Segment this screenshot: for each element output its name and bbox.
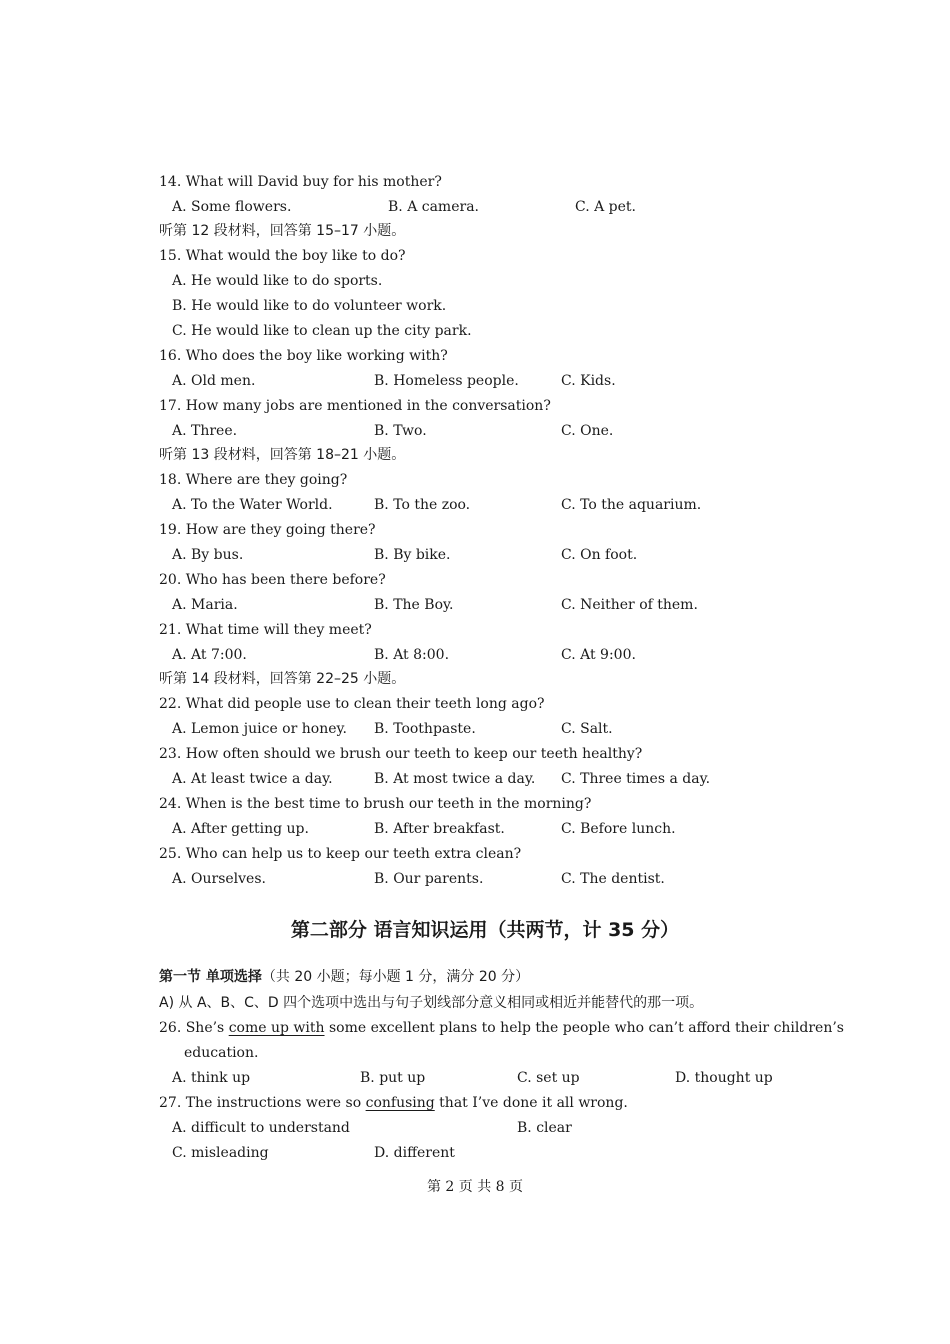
option-a: A. To the Water World. <box>172 497 333 513</box>
option-b: B. A camera. <box>388 199 479 215</box>
option-b: B. Our parents. <box>374 871 484 887</box>
part-two-title: 第二部分 语言知识运用（共两节，计 35 分） <box>290 919 680 941</box>
option-a: A. Lemon juice or honey. <box>172 721 347 737</box>
underlined-phrase: confusing <box>365 1095 435 1111</box>
option-d: D. thought up <box>675 1070 773 1086</box>
option-c: C. At 9:00. <box>561 647 636 663</box>
option-a: A. think up <box>172 1070 251 1086</box>
option-b: B. By bike. <box>374 547 451 563</box>
option-b: B. Two. <box>374 423 427 439</box>
option-c: C. Kids. <box>561 373 616 389</box>
section-instruction: 听第 13 段材料，回答第 18–21 小题。 <box>159 447 406 463</box>
option-b: B. He would like to do volunteer work. <box>172 298 447 314</box>
option-c: C. He would like to clean up the city park. <box>172 323 472 339</box>
question-stem: 17. How many jobs are mentioned in the conversation? <box>159 398 551 414</box>
question-stem: 22. What did people use to clean their teeth long ago? <box>159 696 545 712</box>
question-stem: 16. Who does the boy like working with? <box>159 348 448 364</box>
option-b: B. Homeless people. <box>374 373 519 389</box>
option-b: B. At 8:00. <box>374 647 450 663</box>
question-stem: 15. What would the boy like to do? <box>159 248 406 264</box>
option-c: C. The dentist. <box>561 871 665 887</box>
stem-continuation: education. <box>184 1045 259 1061</box>
question-stem: 14. What will David buy for his mother? <box>159 174 442 190</box>
option-c: C. Neither of them. <box>561 597 698 613</box>
instruction-a: A) 从 A、B、C、D 四个选项中选出与句子划线部分意义相同或相近并能替代的那一项。 <box>159 995 704 1011</box>
question-stem <box>159 1019 844 1037</box>
option-b: B. At most twice a day. <box>374 771 536 787</box>
option-c: C. Three times a day. <box>561 771 711 787</box>
option-c: C. To the aquarium. <box>561 497 702 513</box>
option-b: B. The Boy. <box>374 597 454 613</box>
option-d: D. different <box>374 1145 455 1161</box>
option-a: A. At 7:00. <box>172 647 247 663</box>
question-stem: 18. Where are they going? <box>159 472 348 488</box>
stem-suffix: that I’ve done it all wrong. <box>434 1095 628 1111</box>
option-c: C. One. <box>561 423 614 439</box>
section-instruction: 听第 12 段材料，回答第 15–17 小题。 <box>159 223 406 239</box>
stem-prefix: 27. The instructions were so <box>159 1095 366 1111</box>
option-c: C. set up <box>517 1070 580 1086</box>
option-a: A. At least twice a day. <box>172 771 333 787</box>
option-c: C. Salt. <box>561 721 613 737</box>
stem-suffix: some excellent plans to help the people who can’t afford their children’s <box>324 1020 844 1036</box>
option-b: B. Toothpaste. <box>374 721 476 737</box>
option-b: B. To the zoo. <box>374 497 471 513</box>
section-heading <box>159 968 529 986</box>
option-a: A. After getting up. <box>172 821 309 837</box>
question-stem: 24. When is the best time to brush our teeth in the morning? <box>159 796 592 812</box>
question-stem: 23. How often should we brush our teeth to keep our teeth healthy? <box>159 746 643 762</box>
section-label: 第一节 单项选择 <box>159 969 262 985</box>
stem-prefix: 26. She’s <box>159 1020 229 1036</box>
option-c: C. On foot. <box>561 547 638 563</box>
option-a: A. difficult to understand <box>172 1120 350 1136</box>
option-a: A. Some flowers. <box>172 199 292 215</box>
option-b: B. put up <box>360 1070 426 1086</box>
option-a: A. Ourselves. <box>172 871 266 887</box>
question-stem: 19. How are they going there? <box>159 522 376 538</box>
section-instruction: 听第 14 段材料，回答第 22–25 小题。 <box>159 671 406 687</box>
option-c: C. Before lunch. <box>561 821 676 837</box>
option-a: A. He would like to do sports. <box>172 273 383 289</box>
option-b: B. clear <box>517 1120 572 1136</box>
option-a: A. Maria. <box>172 597 238 613</box>
option-a: A. Old men. <box>172 373 256 389</box>
option-a: A. Three. <box>172 423 238 439</box>
option-c: C. A pet. <box>575 199 636 215</box>
option-a: A. By bus. <box>172 547 244 563</box>
option-b: B. After breakfast. <box>374 821 505 837</box>
page-footer: 第 2 页 共 8 页 <box>426 1179 524 1195</box>
option-c: C. misleading <box>172 1145 269 1161</box>
question-stem: 25. Who can help us to keep our teeth extra clean? <box>159 846 522 862</box>
underlined-phrase: come up with <box>228 1020 325 1036</box>
section-note: （共 20 小题；每小题 1 分，满分 20 分） <box>261 969 530 985</box>
question-stem <box>159 1094 628 1112</box>
question-stem: 21. What time will they meet? <box>159 622 372 638</box>
question-stem: 20. Who has been there before? <box>159 572 386 588</box>
